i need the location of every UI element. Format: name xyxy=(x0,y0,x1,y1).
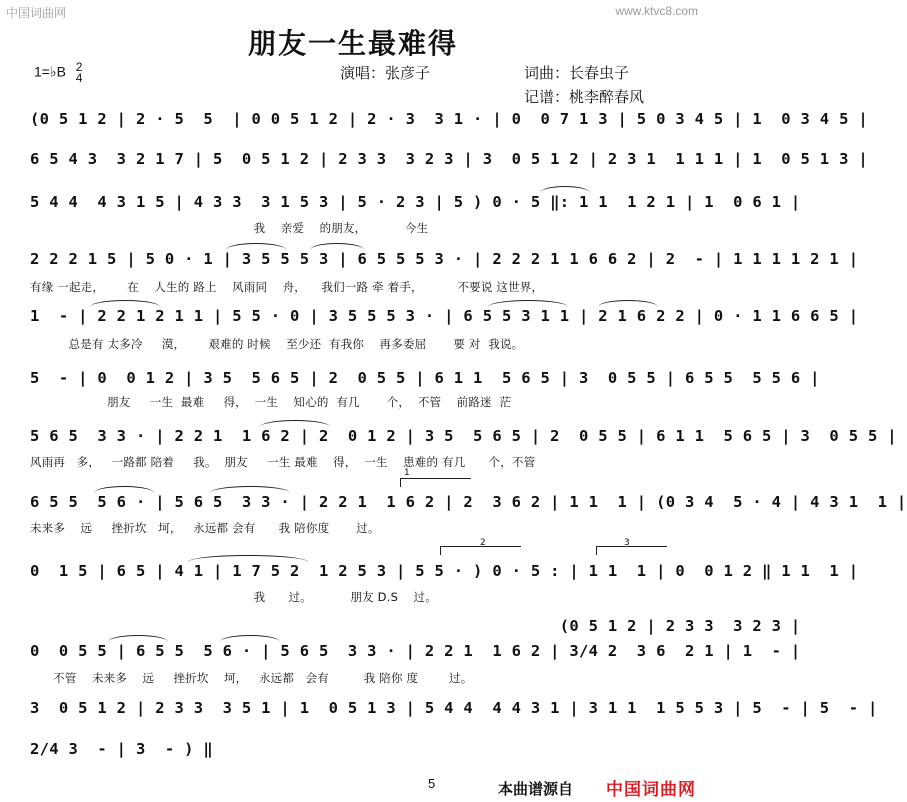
volta-bracket xyxy=(596,546,667,555)
footer-brand-logo: 中国词曲网 xyxy=(606,780,696,799)
volta-bracket xyxy=(400,478,471,487)
slur-mark xyxy=(94,486,154,493)
page-number: 5 xyxy=(428,776,436,791)
notation-line: 5 6 5 3 3 · | 2 2 1 1 6 2 | 2 0 1 2 | 3 5 5 6 5 | 2 0 5 5 | 6 1 1 5 6 5 | 3 0 5 5 | xyxy=(30,427,897,445)
slur-mark xyxy=(598,300,658,307)
notation-line: (0 5 1 2 | 2 · 5 5 | 0 0 5 1 2 | 2 · 3 3 1 · | 0 0 7 1 3 | 5 0 3 4 5 | 1 0 3 4 5 | xyxy=(30,110,868,128)
volta-number: 2 xyxy=(480,538,486,548)
notation-line: 6 5 5 5 6 · | 5 6 5 3 3 · | 2 2 1 1 6 2 | 2 3 6 2 | 1 1 1 | (0 3 4 5 · 4 | 4 3 1 1 | xyxy=(30,493,907,511)
notation-line: 1 - | 2 2 1 2 1 1 | 5 5 · 0 | 3 5 5 5 3 · | 6 5 5 3 1 1 | 2 1 6 2 2 | 0 · 1 1 6 6 5 | xyxy=(30,307,859,325)
lyric-line: 朋友 一生 最难 得， 一生 知心的 有几 个， 不管 前路迷 茫 xyxy=(30,395,512,409)
notation-line: 2/4 3 - | 3 - ) ‖ xyxy=(30,740,214,758)
notation-line: 3 0 5 1 2 | 2 3 3 3 5 1 | 1 0 5 1 3 | 5 4 4 4 4 3 1 | 3 1 1 1 5 5 3 | 5 - | 5 - | xyxy=(30,699,878,717)
transcriber-credit: 记谱：桃李醉春风 xyxy=(524,88,645,106)
lyric-line: 有缘 一起走， 在 人生的 路上 风雨同 舟， 我们一路 牵 着手， 不要说 这世界， xyxy=(30,280,544,294)
lyric-line: 不管 未来多 远 挫折坎 坷， 永远都 会有 我 陪你 度 过。 xyxy=(30,671,473,685)
slur-mark xyxy=(540,186,590,193)
lyric-line: 我 亲爱 的朋友， 今生 xyxy=(30,221,429,235)
singer-credit: 演唱：张彦子 xyxy=(340,64,431,82)
watermark-top-left: 中国词曲网 xyxy=(6,6,67,20)
footer-source: 本曲谱源自 xyxy=(498,781,574,798)
notation-line: 0 0 5 5 | 6 5 5 5 6 · | 5 6 5 3 3 · | 2 2 1 1 6 2 | 3/4 2 3 6 2 1 | 1 - | xyxy=(30,642,801,660)
key-signature xyxy=(34,62,82,84)
lyric-line: 我 过。 朋友 D.S 过。 xyxy=(30,590,437,604)
time-signature xyxy=(76,62,83,84)
slur-mark xyxy=(188,555,308,562)
slur-mark xyxy=(210,486,290,493)
watermark-top-right: www.ktvc8.com xyxy=(615,4,698,18)
key-label: 1=♭B xyxy=(34,63,66,80)
slur-mark xyxy=(260,420,330,427)
slur-mark xyxy=(310,243,364,250)
slur-mark xyxy=(108,635,168,642)
notation-line: 6 5 4 3 3 2 1 7 | 5 0 5 1 2 | 2 3 3 3 2 3 | 3 0 5 1 2 | 2 3 1 1 1 1 | 1 0 5 1 3 | xyxy=(30,150,868,168)
notation-line: 5 4 4 4 3 1 5 | 4 3 3 3 1 5 3 | 5 · 2 3 | 5 ) 0 · 5 ‖: 1 1 1 2 1 | 1 0 6 1 | xyxy=(30,193,801,211)
composer-credit: 词曲：长春虫子 xyxy=(524,64,630,82)
lyric-line: 风雨再 多， 一路都 陪着 我。 朋友 一生 最难 得， 一生 患难的 有几 个，不管 xyxy=(30,455,536,469)
slur-mark xyxy=(220,635,280,642)
volta-number: 1 xyxy=(404,468,410,478)
slur-mark xyxy=(488,300,568,307)
notation-line: (0 5 1 2 | 2 3 3 3 2 3 | xyxy=(30,617,801,635)
volta-number: 3 xyxy=(624,538,630,548)
notation-line: 5 - | 0 0 1 2 | 3 5 5 6 5 | 2 0 5 5 | 6 1 1 5 6 5 | 3 0 5 5 | 6 5 5 5 5 6 | xyxy=(30,369,820,387)
slur-mark xyxy=(90,300,160,307)
lyric-line: 未来多 远 挫折坎 坷， 永远都 会有 我 陪你度 过。 xyxy=(30,521,380,535)
song-title: 朋友一生最难得 xyxy=(247,27,458,60)
time-signature-bottom: 4 xyxy=(75,71,83,85)
slur-mark xyxy=(226,243,286,250)
lyric-line: 总是有 太多冷 漠， 艰难的 时候 至少还 有我你 再多委屈 要 对 我说。 xyxy=(30,337,524,351)
notation-line: 0 1 5 | 6 5 | 4 1 | 1 7 5 2 1 2 5 3 | 5 5 · ) 0 · 5 : | 1 1 1 | 0 0 1 2 ‖ 1 1 1 | xyxy=(30,562,859,580)
time-signature-top: 2 xyxy=(75,60,83,74)
notation-line: 2 2 2 1 5 | 5 0 · 1 | 3 5 5 5 3 | 6 5 5 5 3 · | 2 2 2 1 1 6 6 2 | 2 - | 1 1 1 1 2 1 | xyxy=(30,250,859,268)
